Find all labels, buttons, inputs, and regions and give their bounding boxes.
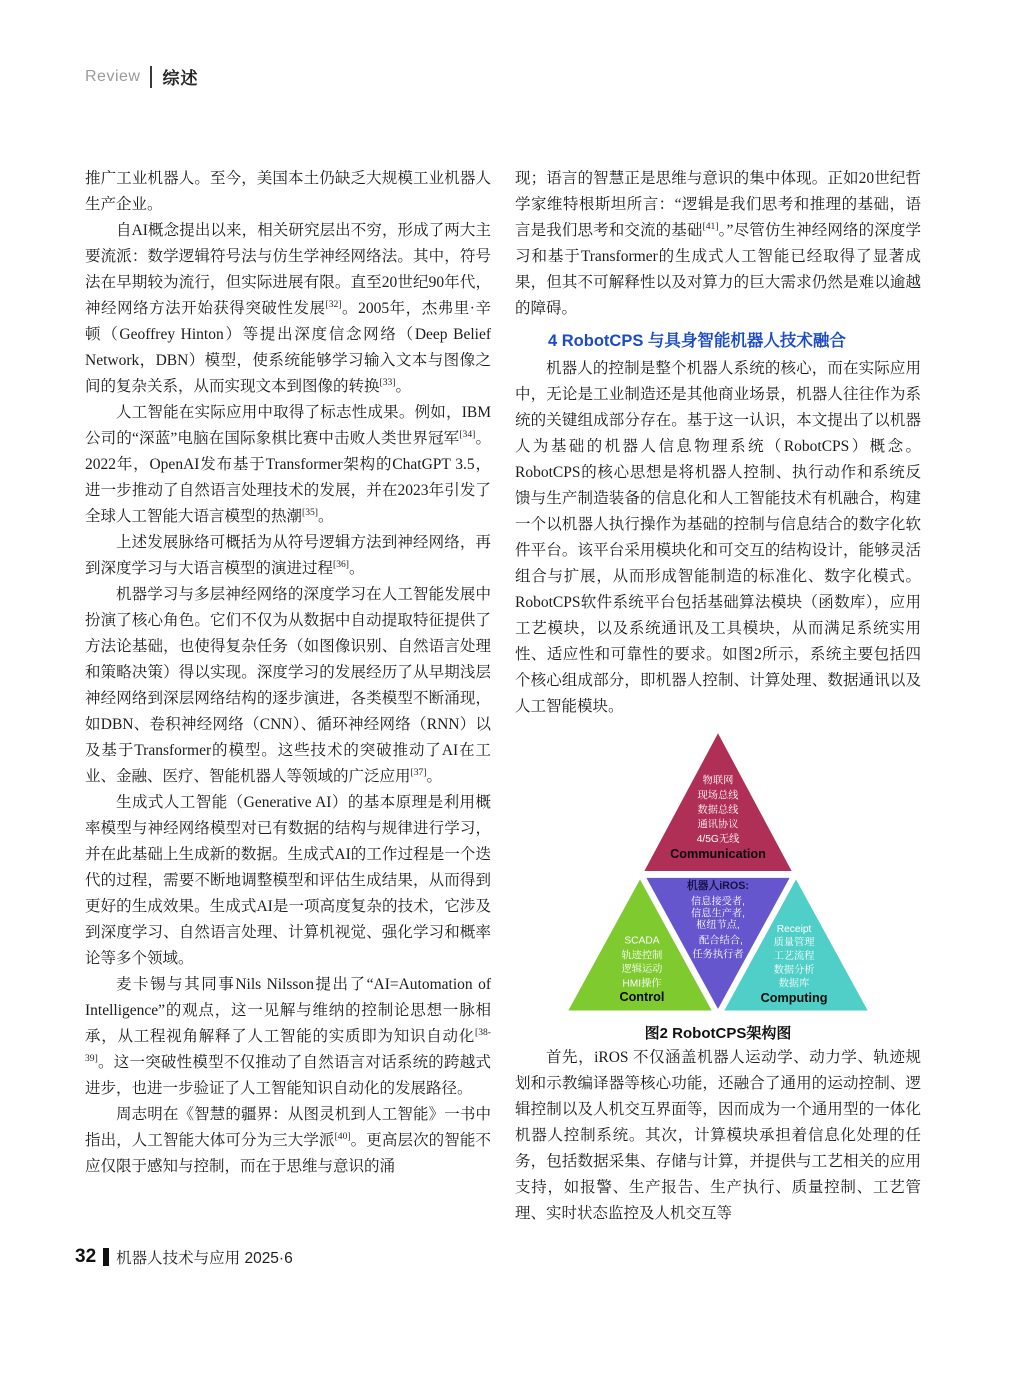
left-column xyxy=(85,166,491,1248)
robotcps-pyramid-diagram xyxy=(562,728,874,1016)
computing-item: Receipt xyxy=(776,923,812,935)
paragraph-evolution-summary: 上述发展脉络可概括为从符号逻辑方法到神经网络，再到深度学习与大语言模型的演进过程[36]。 xyxy=(85,534,491,577)
paragraph-language-wisdom: 现；语言的智慧正是思维与意识的集中体现。正如20世纪哲学家维特根斯坦所言：“逻辑是我们思考和推理的基础，语言是我们思考和交流的基础[41]。”尽管仿生神经网络的深度学习和基于Transformer的生成式人工智能已经取得了显著成果，但其不可解释性以及对算力的巨大需求仍然是难以逾越的障碍。 xyxy=(515,170,921,317)
paragraph-mccarthy: 麦卡锡与其同事Nils Nilsson提出了“AI=Automation of Intelligence”的观点，这一见解与维纳的控制论思想一脉相承，从工程视角解释了人工智能的实质即为知识自动化[38-39]。这一突破性模型不仅推动了自然语言对话系统的跨越式进步，也进一步验证了人工智能知识自动化的发展路径。 xyxy=(85,976,491,1097)
right-column xyxy=(515,166,921,1248)
control-item: 逻辑运动 xyxy=(621,963,663,975)
robot-iros-item: 信息生产者, xyxy=(691,908,745,920)
computing-label: Computing xyxy=(760,991,828,1006)
robot-iros-item: 信息接受者, xyxy=(691,896,745,908)
control-item: SCADA xyxy=(624,935,660,947)
paragraph-ai-origins: 自AI概念提出以来，相关研究层出不穷，形成了两大主要流派：数学逻辑符号法与仿生学神经网络法。其中，符号法在早期较为流行，但实际进展有限。直至20世纪90年代，神经网络方法开始获得突破性发展[32]。2005年，杰弗里·辛顿（Geoffrey Hinton）等提出深度信念网络（Deep Belief Network，DBN）模型，使系统能够学习输入文本与图像之间的复杂关系，从而实现文本到图像的转换[33]。 xyxy=(85,222,491,395)
header-divider xyxy=(150,66,152,88)
paragraph-generative-ai: 生成式人工智能（Generative AI）的基本原理是利用概率模型与神经网络模型对已有数据的结构与规律进行学习，并在此基础上生成新的数据。生成式AI的工作过程是一个迭代的过程，需要不断地调整模型和评估生成结果，从而得到更好的生成效果。生成式AI是一项高度复杂的技术，它涉及到深度学习、自然语言处理、计算机视觉、强化学习和概率论等多个领域。 xyxy=(85,794,491,967)
paragraph-continuation: 推广工业机器人。至今，美国本土仍缺乏大规模工业机器人生产企业。 xyxy=(85,170,491,213)
communication-item: 现场总线 xyxy=(697,790,739,802)
communication-label: Communication xyxy=(670,846,766,861)
header-category-label: 综述 xyxy=(162,69,199,88)
paragraph-zhouzhiming: 周志明在《智慧的疆界：从图灵机到人工智能》一书中指出，人工智能大体可分为三大学派[40]。更高层次的智能不应仅限于感知与控制，而在于思维与意识的涌 xyxy=(85,1106,491,1175)
page-footer xyxy=(75,1246,293,1268)
paragraph-ai-milestones: 人工智能在实际应用中取得了标志性成果。例如，IBM公司的“深蓝”电脑在国际象棋比赛中击败人类世界冠军[34]。2022年，OpenAI发布基于Transformer架构的ChatGPT 3.5，进一步推动了自然语言处理技术的发展，并在2023年引发了全球人工智能大语言模型的热潮[35]。 xyxy=(85,404,491,525)
paragraph-deep-learning: 机器学习与多层神经网络的深度学习在人工智能发展中扮演了核心角色。它们不仅为从数据中自动提取特征提供了方法论基础，也使得复杂任务（如图像识别、自然语言处理和策略决策）得以实现。深度学习的发展经历了从早期浅层神经网络到深层网络结构的逐步演进，各类模型不断涌现，如DBN、卷积神经网络（CNN）、循环神经网络（RNN）以及基于Transformer的模型。这些技术的突破推动了AI在工业、金融、医疗、智能机器人等领域的广泛应用[37]。 xyxy=(85,586,491,785)
section-heading-robotcps: 4 RobotCPS 与具身智能机器人技术融合 xyxy=(548,332,846,350)
communication-item: 通讯协议 xyxy=(697,819,739,831)
paragraph-robotcps-intro: 机器人的控制是整个机器人系统的核心，而在实际应用中，无论是工业制造还是其他商业场景，机器人往往作为系统的关键组成部分存在。基于这一认识，本文提出了以机器人为基础的机器人信息物理系统（RobotCPS）概念。RobotCPS的核心思想是将机器人控制、执行动作和系统反馈与生产制造装备的信息化和人工智能技术有机融合，构建一个以机器人执行操作为基础的控制与信息结合的数字化软件平台。该平台采用模块化和可交互的结构设计，能够灵活组合与扩展，从而形成智能制造的标准化、数字化模式。 RobotCPS软件系统平台包括基础算法模块（函数库），应用工艺模块，以及系统通讯及工具模块，从而满足系统实用性、适应性和可靠性的要求。如图2所示，系统主要包括四个核心组成部分，即机器人控制、计算处理、数据通讯以及人工智能模块。 xyxy=(515,360,921,715)
control-item: HMI操作 xyxy=(622,978,662,990)
figure-caption: 图2 RobotCPS架构图 xyxy=(644,1025,792,1042)
communication-item: 4/5G无线 xyxy=(696,834,740,846)
robot-iros-item: 配合结合, xyxy=(699,935,743,947)
robotcps-architecture-figure xyxy=(515,728,921,1043)
page-header xyxy=(85,64,198,89)
communication-item: 物联网 xyxy=(702,775,734,787)
journal-name: 机器人技术与应用 2025·6 xyxy=(116,1250,293,1267)
computing-item: 工艺流程 xyxy=(773,951,815,963)
page-number: 32 xyxy=(75,1246,97,1267)
computing-item: 质量管理 xyxy=(773,937,815,949)
robot-iros-item: 枢纽节点, xyxy=(696,920,740,932)
footer-divider xyxy=(103,1248,109,1266)
two-column-body xyxy=(85,166,921,1248)
communication-item: 数据总线 xyxy=(697,805,739,817)
control-item: 轨迹控制 xyxy=(621,950,663,962)
paragraph-iros-modules: 首先，iROS 不仅涵盖机器人运动学、动力学、轨迹规划和示教编译器等核心功能，还融合了通用的运动控制、逻辑控制以及人机交互界面等，因而成为一个通用型的一体化机器人控制系统。其次，计算模块承担着信息化处理的任务，包括数据采集、存储与计算，并提供与工艺相关的应用支持，如报警、生产报告、生产执行、质量控制、工艺管理、实时状态监控及人机交互等 xyxy=(515,1049,921,1222)
robot-iros-item: 任务执行者 xyxy=(692,949,744,961)
header-review-label: Review xyxy=(85,67,141,85)
computing-item: 数据分析 xyxy=(773,964,815,976)
control-label: Control xyxy=(619,990,665,1005)
computing-item: 数据库 xyxy=(778,978,810,990)
robot-iros-title: 机器人iROS: xyxy=(687,880,749,893)
